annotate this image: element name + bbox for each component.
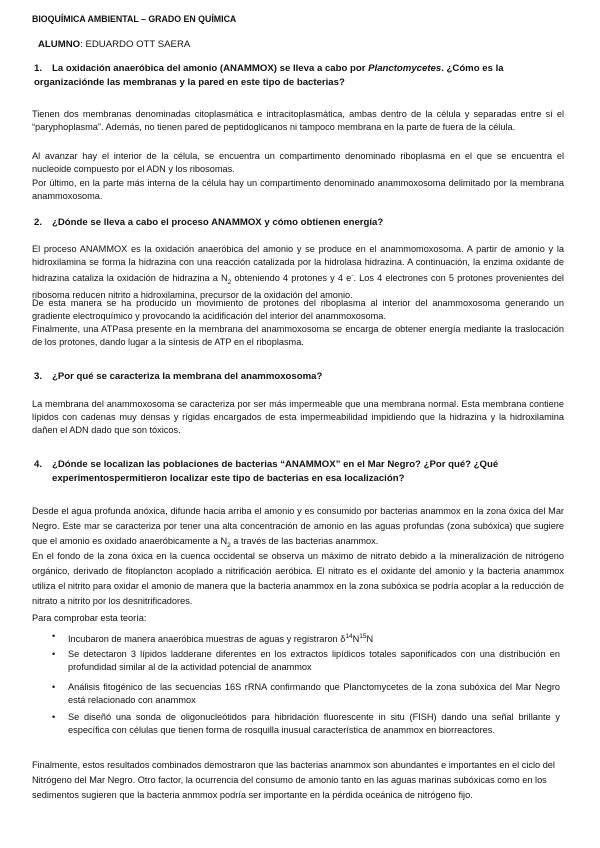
- answer-4-paragraph-1: Desde el agua profunda anóxica, difunde hacia arriba el amonio y es consumido por bacterias anammox en la zona óxica del Mar Negro. Este mar se caracteriza por tener una alta concentración de amonio en las aguas profundas (zona subóxica) que sugiere que el amonio es oxidado anaeróbicamente a $N_2$ a través de las bacterias anammox.: [32, 506, 564, 549]
- list-item: • Se detectaron 3 lípidos ladderane diferentes en los extractos lipídicos totales saponificados con una distribución en profundidad similar al de la actividad potencial de anammox: [52, 649, 560, 672]
- answer-1-paragraph-2: Al avanzar hay el interior de la célula, se encuentra un compartimento denominado riboplasma en el que se encuentra el nucleoide compuesto por el ADN y los ribosomas.: [32, 151, 564, 174]
- bullet-icon: •: [52, 682, 56, 692]
- answer-2-paragraph-1: El proceso ANAMMOX es la oxidación anaeróbica del amonio y se produce en el anammomoxosoma. A partir de amonio y la hidroxilamina se forma la hidrazina con una reacción catalizada por la hidrolasa hidrazina. A continuación, la enzima oxidante de hidrazina cataliza la oxidación de hidrazina a $N_2$ obteniendo 4 protones y 4 e-. Los 4 electrones con 5 protones provenientes del ribosoma reducen nitrito a hidroxilamina, precursor de la oxidación del amonio.: [32, 244, 564, 300]
- answer-2-paragraph-3: Finalmente, una ATPasa presente en la membrana del anammoxosoma se encarga de obtener energía mediante la traslocación de los protones, dando lugar a la síntesis de ATP en el riboplasma.: [32, 324, 564, 347]
- answer-3: La membrana del anammoxosoma se caracteriza por ser más impermeable que una membrana normal. Esta membrana contiene lípidos con cadenas muy densas y rígidas encargados de esta impermeabilidad impidiendo que la hidrazina y la hidroxilamina dañen el ADN dado que son tóxicos.: [32, 399, 564, 435]
- student-label: ALUMNO: [38, 39, 81, 50]
- bullet-icon: •: [52, 712, 56, 722]
- list-item: • Incubaron de manera anaeróbica muestras de aguas y registraron $\delta^{14}N^{15}N$: [52, 631, 374, 645]
- question-number: 1.: [34, 63, 43, 74]
- answer-2-paragraph-2: De esta manera se ha producido un movimiento de protones del riboplasma al interior del anammoxosoma generando un gradiente electroquímico y provocando la acidificación del interior del anammoxosoma.: [32, 298, 564, 321]
- question-1: 1. La oxidación anaeróbica del amonio (ANAMMOX) se lleva a cabo por Planctomycetes. ¿Cómo es la organizaciónde las membranas y la pared en este tipo de bacterias?: [34, 63, 504, 88]
- question-number: 2.: [34, 217, 43, 228]
- student-name: : EDUARDO OTT SAERA: [80, 39, 191, 50]
- answer-1-paragraph-3: Por último, en la parte más interna de la célula hay un compartimento denominado anammoxosoma delimitado por la membrana anammoxosoma.: [32, 178, 564, 201]
- question-number: 4.: [34, 459, 43, 470]
- question-2: 2. ¿Dónde se lleva a cabo el proceso ANAMMOX y cómo obtienen energía?: [34, 217, 384, 228]
- genus-name: Planctomycetes: [368, 63, 442, 74]
- question-number: 3.: [34, 371, 43, 382]
- list-item: • Análisis fitogénico de las secuencias 16S rRNA confirmando que Planctomycetes de la zona subóxica del Mar Negro está relacionado con anammox: [52, 682, 560, 705]
- bullet-icon: •: [52, 631, 56, 641]
- list-item: • Se diseñó una sonda de oligonucleótidos para hibridación fluorescente in situ (FISH) dando una señal brillante y específica con células que tienen forma de rosquilla inusual característica de anammox en biorreactores.: [52, 712, 560, 735]
- answer-4-paragraph-4: Finalmente, estos resultados combinados demostraron que las bacterias anammox son abundantes e importantes en el ciclo del Nitrógeno del Mar Negro. Otro factor, la ocurrencia del consumo de amonio tanto en las aguas marinas subóxicas como en los sedimentos sugieren que la bacteria anmmox podría ser importante en la pérdida oceánica de nitrógeno fijo.: [32, 760, 555, 800]
- document-header: BIOQUÍMICA AMBIENTAL – GRADO EN QUÍMICA: [32, 14, 237, 24]
- question-4: 4. ¿Dónde se localizan las poblaciones de bacterias “ANAMMOX” en el Mar Negro? ¿Por qué? ¿Qué experimentospermitieron localizar este tipo de bacterias en esa localización?: [34, 459, 499, 484]
- bullet-icon: •: [52, 649, 56, 659]
- answer-4-paragraph-2: En el fondo de la zona óxica en la cuenca occidental se observa un máximo de nitrato debido a la mineralización de nitrógeno orgánico, derivado de fitoplancton acoplado a nitrificación aeróbica. El nitrato es el oxidante del amonio y la bacteria anammox utiliza el nitrito para oxidar el amonio de manera que la bacteria anammox en la zona subóxica se podría acoplar a la reducción de nitrato a nitrito por los desnitrificadores.: [32, 551, 564, 606]
- answer-1-paragraph-1: Tienen dos membranas denominadas citoplasmática e intracitoplasmática, ambas dentro de la célula y separadas entre sí el “paryphoplasma”. Además, no tienen pared de peptidoglicanos ni tampoco membrana en la parte de fuera de la célula.: [32, 109, 564, 132]
- question-3: 3. ¿Por qué se caracteriza la membrana del anammoxosoma?: [34, 371, 323, 382]
- student-line: [38, 39, 190, 50]
- answer-4-paragraph-3: Para comprobar esta teoría:: [32, 613, 147, 623]
